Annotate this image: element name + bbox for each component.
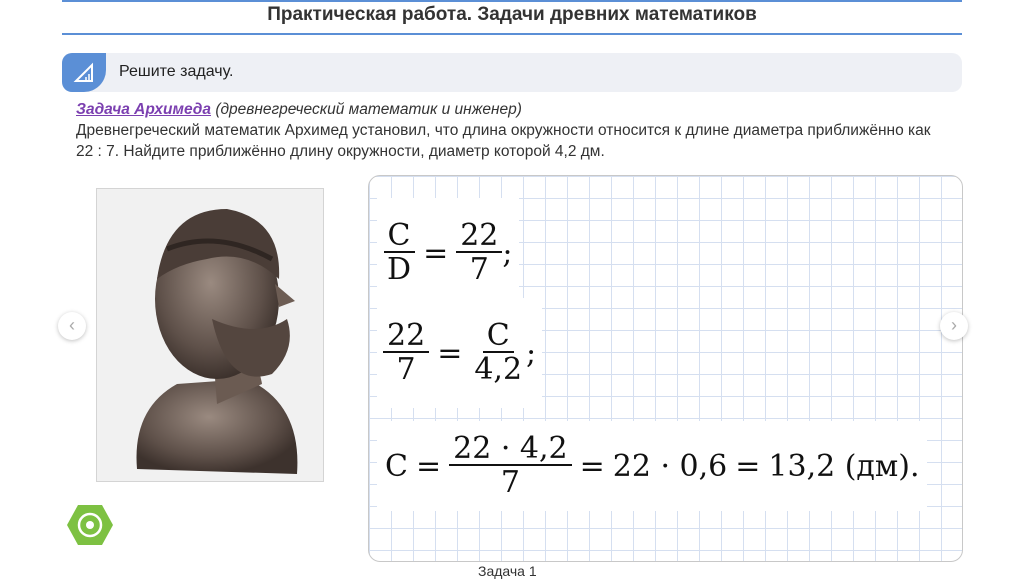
instruction-text: Решите задачу. [119, 63, 234, 80]
hexagon-logo-icon [66, 504, 114, 546]
archimedes-portrait [96, 188, 324, 482]
equation-3 [377, 421, 927, 511]
instruction-banner [62, 53, 962, 92]
equals-sign: = [579, 448, 605, 484]
equation-2 [377, 298, 542, 408]
denominator: D [387, 252, 412, 288]
semicolon: ; [526, 335, 537, 371]
denominator: 7 [500, 465, 520, 501]
numerator: 22 [456, 220, 502, 254]
task-subtitle: (древнегреческий математик и инженер) [215, 101, 522, 118]
task-text: Древнегреческий математик Архимед установил, что длина окружности относится к длине диаметра приближённо как 22 : 7. Найдите приближённо длину окружности, диаметр которой 4,2 дм. [76, 122, 931, 160]
triangle-ruler-icon [62, 53, 106, 92]
title-underline [62, 33, 962, 35]
fraction-c-over-d [383, 217, 415, 288]
page-title: Практическая работа. Задачи древних математиков [267, 4, 757, 25]
intermediate-product: 22 · 0,6 [612, 448, 728, 484]
equals-sign: = [415, 448, 442, 484]
equals-sign: = [423, 235, 449, 271]
numerator: 22 · 4,2 [449, 433, 572, 467]
next-slide-button[interactable]: › [940, 312, 968, 340]
top-rule [62, 0, 962, 2]
equals-sign: = [437, 335, 463, 371]
denominator: 7 [469, 252, 489, 288]
footer-label: Задача 1 [478, 563, 537, 579]
numerator: C [384, 220, 415, 254]
numerator: C [483, 320, 514, 354]
final-result: 13,2 (дм). [768, 448, 920, 484]
solution-grid [368, 175, 963, 562]
fraction-product-over-7 [449, 430, 572, 501]
equals-sign: = [735, 448, 761, 484]
numerator: 22 [383, 320, 429, 354]
task-title-link[interactable]: Задача Архимеда [76, 101, 211, 118]
denominator: 7 [396, 352, 416, 388]
fraction-22-over-7 [456, 217, 502, 288]
fraction-c-over-4-2 [470, 317, 526, 388]
variable-c: C [385, 448, 408, 484]
task-block [76, 99, 946, 162]
prev-slide-button[interactable]: ‹ [58, 312, 86, 340]
fraction-22-over-7 [383, 317, 429, 388]
equation-1 [377, 198, 519, 308]
denominator: 4,2 [474, 352, 523, 388]
semicolon: ; [502, 235, 513, 271]
